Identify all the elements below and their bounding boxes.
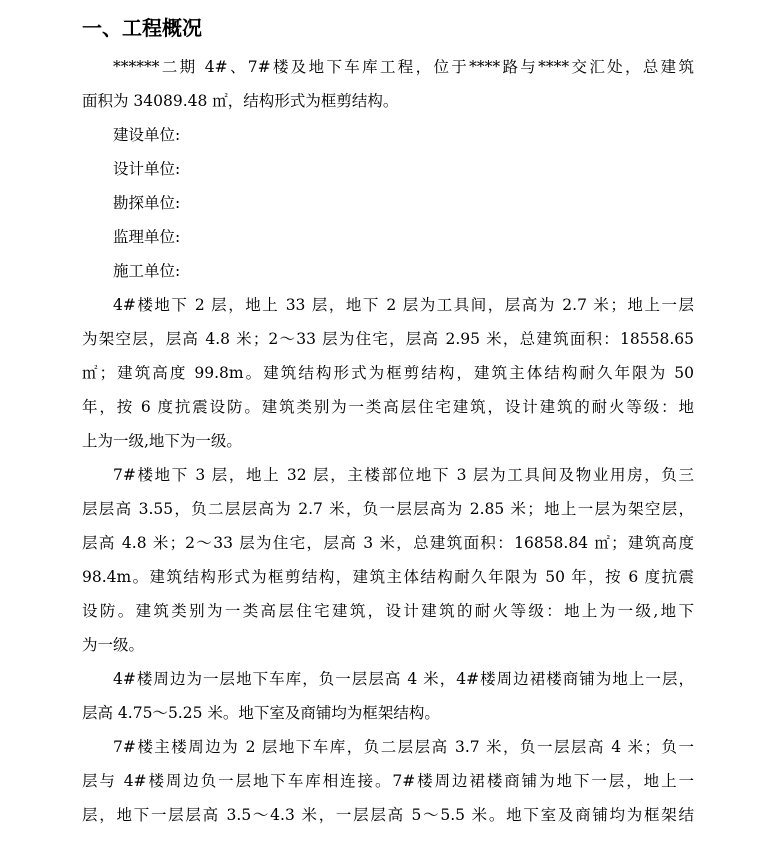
text-line: 面积为 34089.48 ㎡，结构形式为框剪结构。: [82, 92, 399, 110]
building-7-paragraph: [82, 458, 694, 662]
text-line: 7#楼地下 3 层，地上 32 层，主楼部位地下 3 层为工具间及物业用房，负三: [113, 466, 694, 484]
section-heading: 一、工程概况: [82, 16, 202, 40]
contractor-unit-label: 施工单位:: [113, 262, 181, 280]
building-4-paragraph: [82, 288, 694, 458]
text-line: 层，地下一层层高 3.5～4.3 米，一层层高 5～5.5 米。地下室及商铺均为框架结: [82, 806, 694, 824]
document-body: [82, 50, 694, 832]
construction-unit-label: 建设单位:: [113, 126, 181, 144]
text-line: 层高 4.8 米；2～33 层为住宅，层高 3 米，总建筑面积：16858.84 ㎡；建筑高度: [82, 534, 694, 552]
text-line: 层高 4.75～5.25 米。地下室及商铺均为框架结构。: [82, 704, 440, 722]
text-line: 为架空层，层高 4.8 米；2～33 层为住宅，层高 2.95 米，总建筑面积：18558.65: [82, 330, 694, 348]
text-line: 7#楼主楼周边为 2 层地下车库，负二层层高 3.7 米，负一层层高 4 米；负一: [113, 738, 694, 756]
text-line: 上为一级,地下为一级。: [82, 432, 242, 450]
garage-4-paragraph: [82, 662, 694, 730]
text-line: 4#楼地下 2 层，地上 33 层，地下 2 层为工具间，层高为 2.7 米；地上一层: [113, 296, 694, 314]
text-line: 设防。建筑类别为一类高层住宅建筑，设计建筑的耐火等级：地上为一级,地下: [82, 602, 694, 620]
text-line: 年，按 6 度抗震设防。建筑类别为一类高层住宅建筑，设计建筑的耐火等级：地: [82, 398, 694, 416]
text-line: 98.4m。建筑结构形式为框剪结构，建筑主体结构耐久年限为 50 年，按 6 度抗震: [82, 568, 694, 586]
intro-paragraph: [82, 50, 694, 118]
survey-unit-label: 勘探单位:: [113, 194, 181, 212]
text-line: 层与 4#楼周边负一层地下车库相连接。7#楼周边裙楼商铺为地下一层，地上一: [82, 772, 694, 790]
garage-7-paragraph: [82, 730, 694, 832]
text-line: 为一级。: [82, 636, 145, 654]
design-unit-label: 设计单位:: [113, 160, 181, 178]
text-line: ㎡；建筑高度 99.8m。建筑结构形式为框剪结构，建筑主体结构耐久年限为 50: [82, 364, 694, 382]
supervision-unit-label: 监理单位:: [113, 228, 181, 246]
text-line: ******二期 4#、7#楼及地下车库工程，位于****路与****交汇处，总建筑: [113, 58, 694, 76]
text-line: 4#楼周边为一层地下车库，负一层层高 4 米，4#楼周边裙楼商铺为地上一层，: [113, 670, 694, 688]
text-line: 层层高 3.55，负二层层高为 2.7 米，负一层层高为 2.85 米；地上一层为架空层，: [82, 500, 694, 518]
